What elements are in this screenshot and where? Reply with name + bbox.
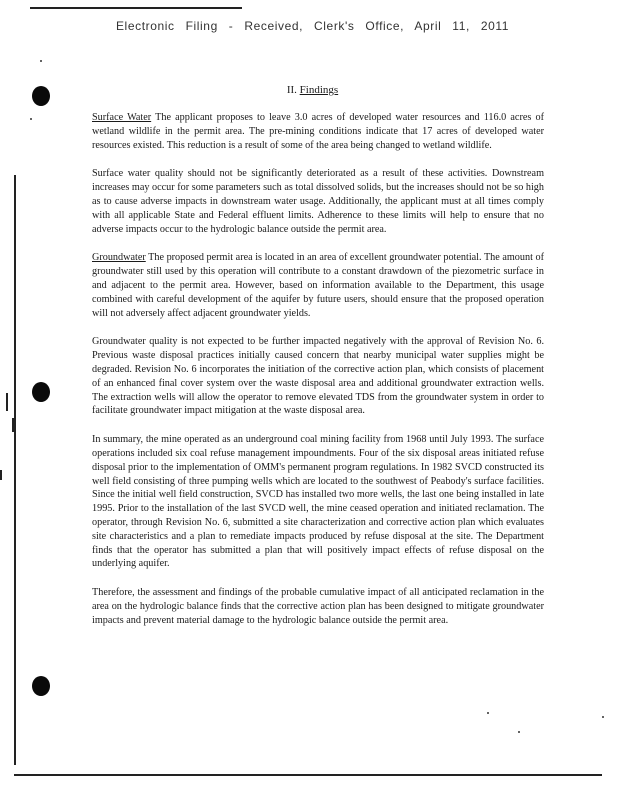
punch-hole xyxy=(32,382,50,402)
section-title: Findings xyxy=(299,84,339,96)
scan-speck xyxy=(602,716,604,718)
scan-mark xyxy=(12,418,14,432)
paragraph-lead: Groundwater xyxy=(92,252,146,264)
paragraph-text: Groundwater quality is not expected to be further impacted negatively with the approval of Revision No. 6. Previous waste disposal practices initially caused concern that nearby municipal water supplies might be degraded. Revision No. 6 incorporates the initiation of the corrective action plan, which consists of placement of an enhanced final cover system over the waste disposal area and additional groundwater extraction wells. The extraction wells will allow the operator to remove elevated TDS from the groundwater system in order to facilitate groundwater impact mitigation at the waste disposal area. xyxy=(92,336,544,417)
paragraph-text: Surface water quality should not be significantly deteriorated as a result of these activities. Downstream increases may occur for some parameters such as total dissolved solids, but the increases should not be so high as to cause adverse impacts in downstream water usage. Additionally, the applicant must at all times comply with all applicable State and Federal effluent limits. Adherence to these limits will help to ensure that no adverse impacts occur to the hydrologic balance outside the permit area. xyxy=(92,168,544,235)
scan-mark xyxy=(6,393,8,411)
filing-header: Electronic Filing - Received, Clerk's Office, April 11, 2011 xyxy=(115,19,510,33)
findings-body xyxy=(92,111,544,643)
scan-speck xyxy=(40,60,42,62)
paragraph-text: In summary, the mine operated as an underground coal mining facility from 1968 until July 1993. The surface operations included six coal refuse management impoundments. Four of the six disposal areas initiated refuse disposal prior to the implementation of OMM's permanent program regulations. In 1982 SVCD constructed its well field consisting of three pumping wells which are located to the southwest of Peabody's surface facilities. Since the initial well field construction, SVCD has installed two more wells, the last one being installed in late 1995. Prior to the installation of the last SVCD well, the mine ceased operation and initiated reclamation. The operator, through Revision No. 6, submitted a site characterization and corrective action plan which evaluates site characteristics and a plan to remediate impacts produced by refuse disposal at the site. The Department finds that the operator has submitted a plan that will positively impact effects of refuse disposal on the underlying aquifer. xyxy=(92,434,544,570)
paragraph-conclusion xyxy=(92,586,544,627)
paragraph-groundwater xyxy=(92,251,544,320)
left-border-line xyxy=(14,175,16,765)
paragraph-surface-water xyxy=(92,111,544,152)
paragraph-summary xyxy=(92,433,544,571)
top-border-line xyxy=(30,7,242,9)
scan-mark xyxy=(0,470,2,480)
punch-hole xyxy=(32,676,50,696)
section-heading xyxy=(0,84,625,96)
bottom-border-line xyxy=(14,774,602,776)
scan-speck xyxy=(487,712,489,714)
scan-speck xyxy=(30,118,32,120)
paragraph-surface-water-quality xyxy=(92,167,544,236)
paragraph-text: Therefore, the assessment and findings of the probable cumulative impact of all anticipated reclamation in the area on the hydrologic balance finds that the corrective action plan has been designed to mitigate groundwater impacts and prevent material damage to the hydrologic balance outside the permit area. xyxy=(92,587,544,626)
paragraph-text: The applicant proposes to leave 3.0 acres of developed water resources and 116.0 acres of wetland wildlife in the permit area. The pre-mining conditions indicate that 17 acres of developed water resources existed. This reduction is a result of some of the area being changed to wetland wildlife. xyxy=(92,112,544,151)
section-number: II. xyxy=(286,84,297,96)
scan-speck xyxy=(518,731,520,733)
paragraph-text: The proposed permit area is located in an area of excellent groundwater potential. The amount of groundwater still used by this operation will contribute to a constant drawdown of the piezometric surface in and adjacent to the permit area. However, based on information available to the Department, this usage combined with careful development of the aquifer by future users, should ensure that the proposed operation will not adversely affect adjacent groundwater yields. xyxy=(92,252,544,319)
paragraph-lead: Surface Water xyxy=(92,112,152,123)
paragraph-groundwater-quality xyxy=(92,335,544,418)
